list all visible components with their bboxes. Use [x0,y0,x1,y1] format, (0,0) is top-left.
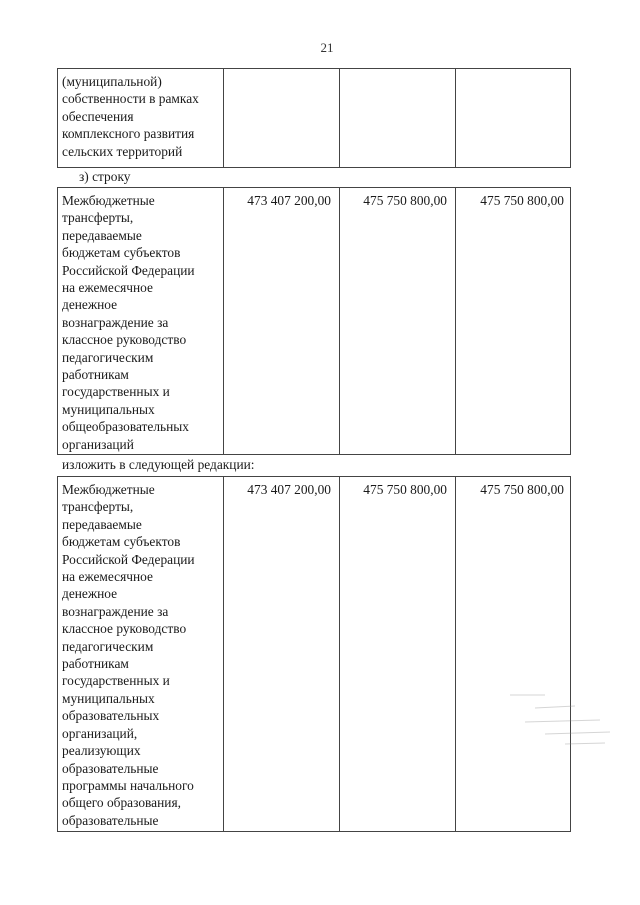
value-cell-year-3: 475 750 800,00 [480,482,564,497]
value-cell-year-1: 473 407 200,00 [224,477,340,831]
value-cell-year-3: 475 750 800,00 [480,193,564,208]
value-cell-year-1: 473 407 200,00 [224,188,340,455]
page-number: 21 [320,40,334,55]
table-old-row [57,187,571,455]
value-cell-year-3 [456,69,572,167]
table-new-row [57,476,571,832]
value-cell-year-2: 475 750 800,00 [340,188,456,455]
description-cell: Межбюджетные трансферты, передаваемые бюджетам субъектов Российской Федерации на ежемесячное денежное вознаграждение за классное руководство педагогическим работникам государственных и муниципальных образовательных организаций, реализующих образовательные программы начального общего образования, образовательные [58,477,224,831]
value-cell-year-2 [340,69,456,167]
value-cell-year-2: 475 750 800,00 [340,477,456,831]
value-cell-year-1 [224,69,340,167]
instruction-line: з) строку [79,169,131,184]
instruction-line: изложить в следующей редакции: [62,457,255,472]
description-cell: (муниципальной) собственности в рамках обеспечения комплексного развития сельских территорий [58,69,224,167]
table-continuation [57,68,571,168]
faint-stamp-mark [505,690,615,750]
description-cell: Межбюджетные трансферты, передаваемые бюджетам субъектов Российской Федерации на ежемесячное денежное вознаграждение за классное руководство педагогическим работникам государственных и муниципальных общеобразовательных организаций [58,188,224,455]
